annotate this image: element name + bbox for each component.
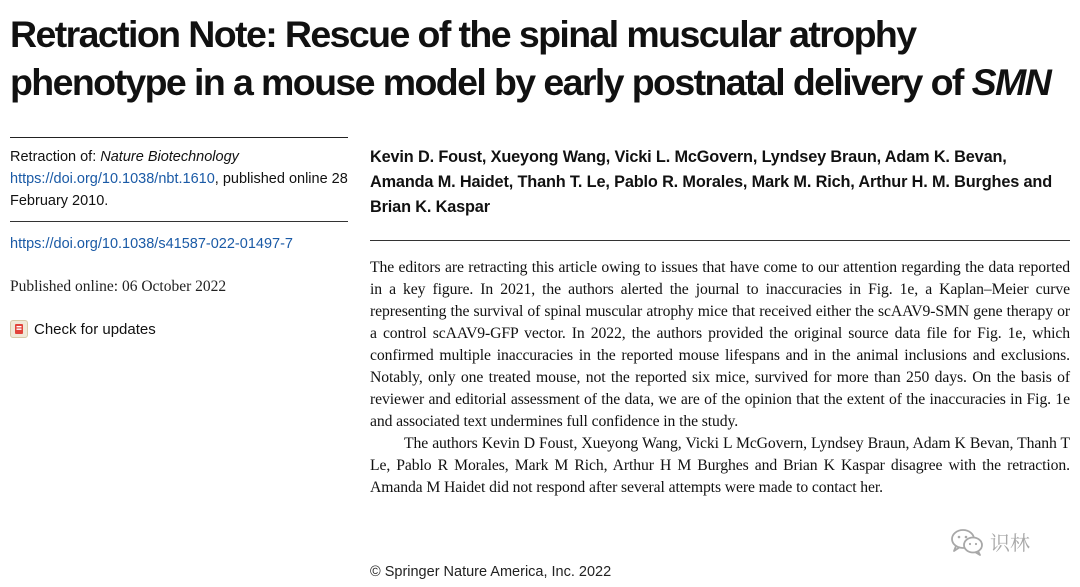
doi-link[interactable]: https://doi.org/10.1038/s41587-022-01497-7 — [10, 236, 293, 252]
copyright-notice: © Springer Nature America, Inc. 2022 — [370, 564, 612, 580]
content-divider — [370, 240, 1070, 241]
author-list: Kevin D. Foust, Xueyong Wang, Vicki L. McGovern, Lyndsey Braun, Adam K. Bevan, Amanda M. Haidet, Thanh T. Le, Pablo R. Morales, Mark M. Rich, Arthur H. M. Burghes and Brian K. Kaspar — [370, 148, 1053, 216]
sidebar-top-divider — [10, 137, 348, 138]
sidebar-divider — [10, 221, 348, 222]
check-for-updates-label: Check for updates — [34, 320, 156, 338]
retraction-info — [10, 146, 348, 212]
watermark — [950, 527, 1030, 556]
check-for-updates-icon — [10, 320, 28, 338]
wechat-icon — [950, 528, 984, 556]
watermark-text: 识林 — [990, 531, 1030, 555]
retraction-of-text — [10, 146, 348, 212]
article-title — [10, 10, 1070, 106]
body-paragraph: The editors are retracting this article owing to issues that have come to our attention regarding the data reported in a key figure. In 2021, the authors alerted the journal to inaccuracies in Fig. 1e, a Kaplan–Meier curve representing the survival of spinal muscular atrophy mice that received either the scAAV9-SMN gene therapy or a control scAAV9-GFP vector. In 2022, the authors provided the original source data file for Fig. 1e, which confirmed multiple inaccuracies in the reported mouse lifespans and in the animal inclusions and exclusions. Notably, only one treated mouse, not the reported six mice, survived for more than 250 days. On the basis of reviewer and editorial assessment of the data, we are of the opinion that the extent of the inaccuracies in Fig. 1e and associated text undermines full confidence in the study. — [370, 259, 1070, 430]
title-main: Retraction Note: Rescue of the spinal muscular atrophy phenotype in a mouse model by early postnatal delivery of — [10, 13, 972, 103]
retraction-prefix: Retraction of: — [10, 149, 101, 165]
journal-name: Nature Biotechnology — [100, 149, 239, 165]
original-article-link[interactable]: https://doi.org/10.1038/nbt.1610 — [10, 171, 215, 187]
body-paragraph: The authors Kevin D Foust, Xueyong Wang, Vicki L McGovern, Lyndsey Braun, Adam K Bevan, Thanh T Le, Pablo R Morales, Mark M Rich, Arthur H M Burghes and Brian K Kaspar disagree with the retraction. Amanda M Haidet did not respond after several attempts were made to contact her. — [370, 435, 1070, 496]
original-publication-date: , published online 28 February 2010. — [10, 171, 348, 209]
published-date: Published online: 06 October 2022 — [10, 278, 227, 295]
retraction-body — [370, 257, 1070, 499]
title-gene-name: SMN — [971, 61, 1051, 103]
check-for-updates-button[interactable] — [10, 320, 156, 338]
